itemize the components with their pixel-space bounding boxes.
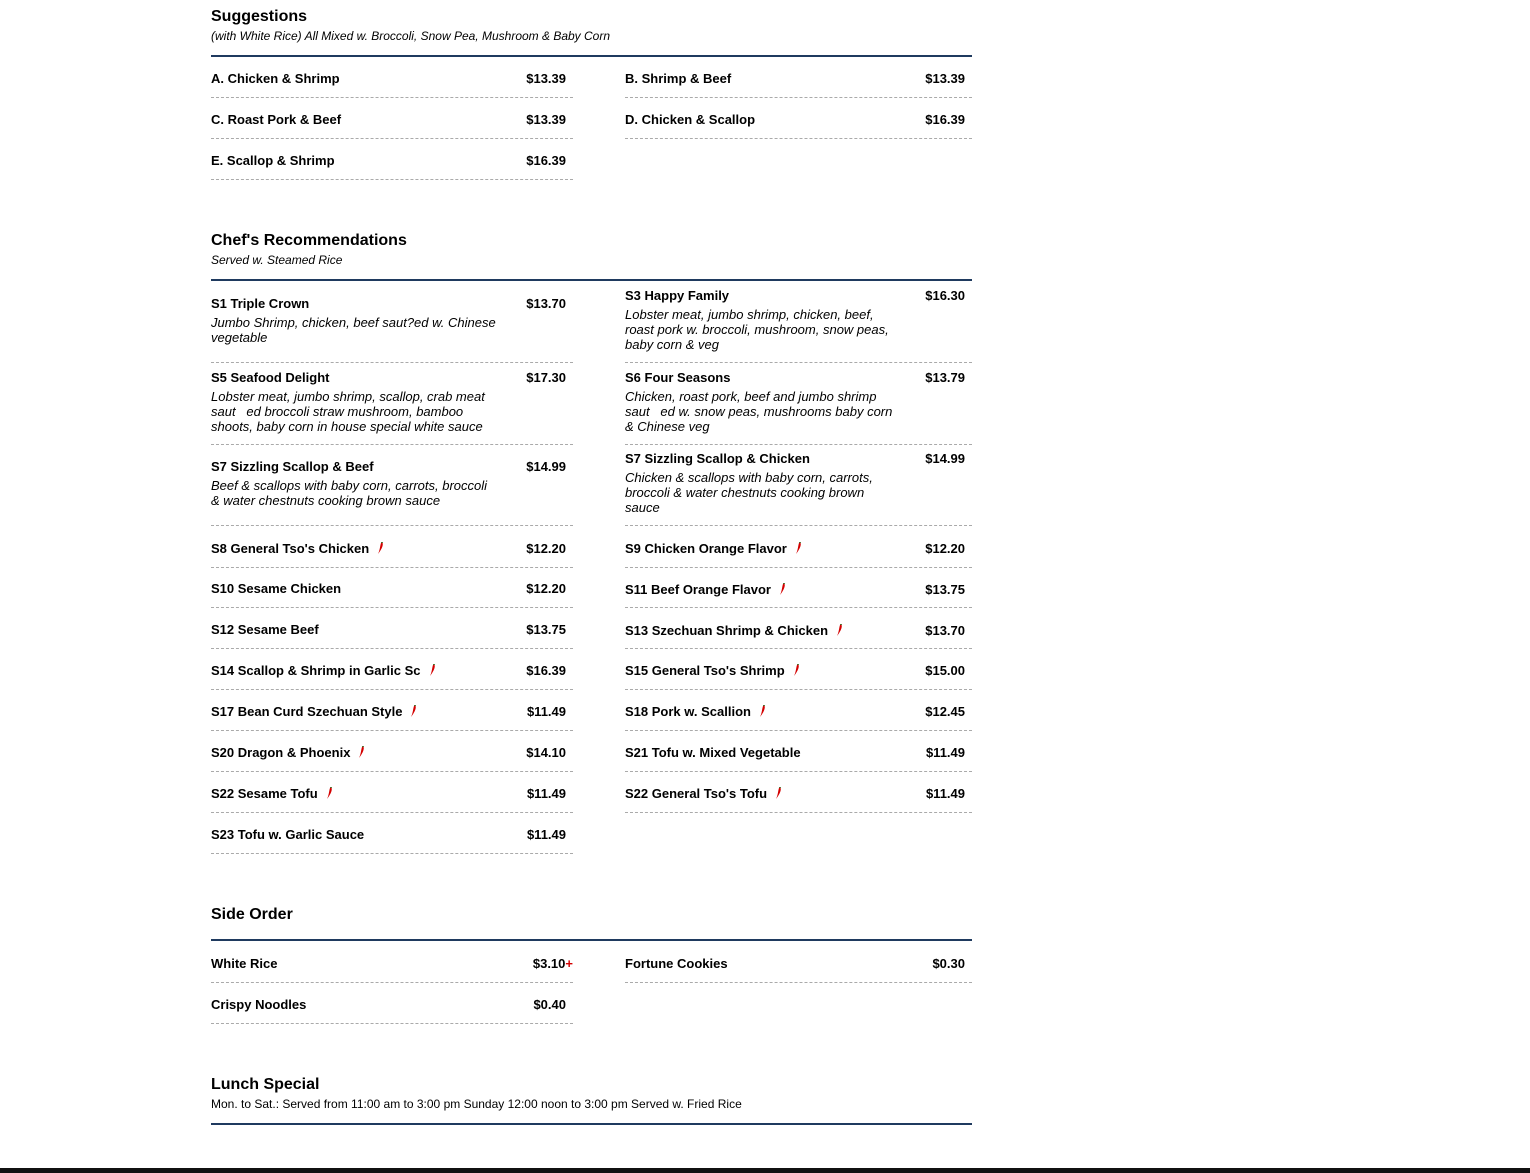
item-name: C. Roast Pork & Beef (211, 112, 342, 127)
divider (625, 138, 972, 139)
divider (211, 607, 573, 608)
chefs-subtitle: Served w. Steamed Rice (211, 253, 343, 267)
item-price: $15.00 (925, 663, 965, 678)
item-name: E. Scallop & Shrimp (211, 153, 335, 168)
item-name-text: S13 Szechuan Shrimp & Chicken (625, 623, 829, 638)
item-name (211, 745, 366, 760)
item-price: $13.39 (925, 71, 965, 86)
item-description: Chicken & scallops with baby corn, carrots, broccoli & water chestnuts cooking brown sauce (625, 470, 873, 515)
chili-icon (793, 664, 801, 676)
chili-icon (377, 542, 385, 554)
item-price: $16.30 (925, 288, 965, 303)
divider (625, 648, 972, 649)
item-name (625, 623, 844, 638)
chili-icon (429, 664, 437, 676)
item-name: S12 Sesame Beef (211, 622, 319, 637)
item-name-text: S14 Scallop & Shrimp in Garlic Sc (211, 663, 421, 678)
chefs-header (211, 232, 972, 267)
item-name: S6 Four Seasons (625, 370, 731, 385)
item-description: Lobster meat, jumbo shrimp, chicken, beef, roast pork w. broccoli, mushroom, snow peas, baby corn & veg (625, 307, 889, 352)
lunch-subtitle: Mon. to Sat.: Served from 11:00 am to 3:00 pm Sunday 12:00 noon to 3:00 pm Served w. Fried Rice (211, 1097, 742, 1111)
item-name (625, 704, 767, 719)
item-name-text: S17 Bean Curd Szechuan Style (211, 704, 403, 719)
item-name: S7 Sizzling Scallop & Beef (211, 459, 374, 474)
divider (211, 138, 573, 139)
lunch-title: Lunch Special (211, 1076, 320, 1093)
item-name-text: S18 Pork w. Scallion (625, 704, 751, 719)
chili-icon (836, 624, 844, 636)
divider (625, 567, 972, 568)
lunch-header (211, 1076, 972, 1111)
divider (211, 567, 573, 568)
chili-icon (775, 787, 783, 799)
item-name: S21 Tofu w. Mixed Vegetable (625, 745, 801, 760)
item-name (625, 663, 801, 678)
item-price: $11.49 (925, 745, 965, 760)
item-price: $13.79 (925, 370, 965, 385)
divider (625, 525, 972, 526)
item-price: $0.30 (932, 956, 965, 971)
chefs-title: Chef's Recommendations (211, 232, 407, 249)
item-name: D. Chicken & Scallop (625, 112, 756, 127)
footer-bar (0, 1168, 1530, 1173)
item-price: $0.40 (533, 997, 566, 1012)
divider (625, 982, 972, 983)
item-price: $13.70 (925, 623, 965, 638)
divider (211, 771, 573, 772)
item-price: $12.45 (925, 704, 965, 719)
chili-icon (759, 705, 767, 717)
price-text: $3.10 (532, 956, 566, 971)
item-price: $11.49 (526, 704, 566, 719)
item-price: $14.10 (526, 745, 566, 760)
divider (211, 730, 573, 731)
item-name: Crispy Noodles (211, 997, 307, 1012)
item-price: $14.99 (925, 451, 965, 466)
divider (211, 982, 573, 983)
lunch-rule (211, 1123, 972, 1125)
item-name (211, 704, 418, 719)
item-name (211, 786, 334, 801)
divider (211, 812, 573, 813)
item-name (625, 582, 787, 597)
item-price: $13.39 (526, 112, 566, 127)
item-description: Chicken, roast pork, beef and jumbo shrimp saut ed w. snow peas, mushrooms baby corn & Chinese veg (625, 389, 893, 434)
item-name (625, 786, 783, 801)
item-price: $11.49 (526, 827, 566, 842)
item-price: $12.20 (526, 541, 566, 556)
item-name: S7 Sizzling Scallop & Chicken (625, 451, 810, 466)
item-price: $16.39 (526, 153, 566, 168)
item-name (211, 541, 385, 556)
chili-icon (358, 746, 366, 758)
divider (211, 179, 573, 180)
item-description: Lobster meat, jumbo shrimp, scallop, crab meat saut ed broccoli straw mushroom, bamboo shoots, baby corn in house special white sauce (211, 389, 485, 434)
divider (211, 689, 573, 690)
sides-title: Side Order (211, 906, 293, 923)
plus-marker: + (565, 956, 573, 971)
divider (211, 525, 573, 526)
suggestions-header (211, 8, 972, 43)
suggestions-rule (211, 55, 972, 57)
item-name: S23 Tofu w. Garlic Sauce (211, 827, 365, 842)
divider (211, 648, 573, 649)
item-price: $13.70 (526, 296, 566, 311)
item-price: $11.49 (526, 786, 566, 801)
chefs-rule (211, 279, 972, 281)
divider (625, 812, 972, 813)
item-name: B. Shrimp & Beef (625, 71, 732, 86)
item-name-text: S9 Chicken Orange Flavor (625, 541, 787, 556)
divider (625, 771, 972, 772)
divider (211, 97, 573, 98)
item-name-text: S22 General Tso's Tofu (625, 786, 768, 801)
item-name (211, 663, 437, 678)
item-name-text: S11 Beef Orange Flavor (625, 582, 771, 597)
chili-icon (779, 583, 787, 595)
item-description: Jumbo Shrimp, chicken, beef saut?ed w. Chinese vegetable (211, 315, 496, 345)
item-price: $13.75 (526, 622, 566, 637)
sides-header (211, 906, 972, 924)
chili-icon (410, 705, 418, 717)
divider (625, 444, 972, 445)
suggestions-subtitle: (with White Rice) All Mixed w. Broccoli, Snow Pea, Mushroom & Baby Corn (211, 29, 611, 43)
item-name: S3 Happy Family (625, 288, 730, 303)
chili-icon (795, 542, 803, 554)
item-name: S1 Triple Crown (211, 296, 310, 311)
divider (211, 362, 573, 363)
item-name (625, 541, 803, 556)
item-description: Beef & scallops with baby corn, carrots, broccoli & water chestnuts cooking brown sauce (211, 478, 488, 508)
divider (625, 730, 972, 731)
divider (211, 853, 573, 854)
suggestions-title: Suggestions (211, 8, 308, 25)
item-price: $16.39 (526, 663, 566, 678)
divider (625, 689, 972, 690)
item-price: $13.75 (925, 582, 965, 597)
item-name: White Rice (211, 956, 278, 971)
item-price: $11.49 (925, 786, 965, 801)
item-name: S5 Seafood Delight (211, 370, 330, 385)
item-price: $13.39 (526, 71, 566, 86)
item-price: $14.99 (526, 459, 566, 474)
divider (625, 362, 972, 363)
divider (211, 1023, 573, 1024)
chili-icon (326, 787, 334, 799)
item-name: Fortune Cookies (625, 956, 728, 971)
divider (625, 97, 972, 98)
item-name: S10 Sesame Chicken (211, 581, 342, 596)
item-name-text: S20 Dragon & Phoenix (211, 745, 351, 760)
item-name-text: S15 General Tso's Shrimp (625, 663, 785, 678)
item-name: A. Chicken & Shrimp (211, 71, 340, 86)
item-price: $16.39 (925, 112, 965, 127)
item-price: $12.20 (526, 581, 566, 596)
divider (625, 607, 972, 608)
item-name-text: S22 Sesame Tofu (211, 786, 318, 801)
item-price: $12.20 (925, 541, 965, 556)
item-price (511, 956, 573, 971)
item-name-text: S8 General Tso's Chicken (211, 541, 370, 556)
item-price: $17.30 (526, 370, 566, 385)
sides-rule (211, 939, 972, 941)
divider (211, 444, 573, 445)
